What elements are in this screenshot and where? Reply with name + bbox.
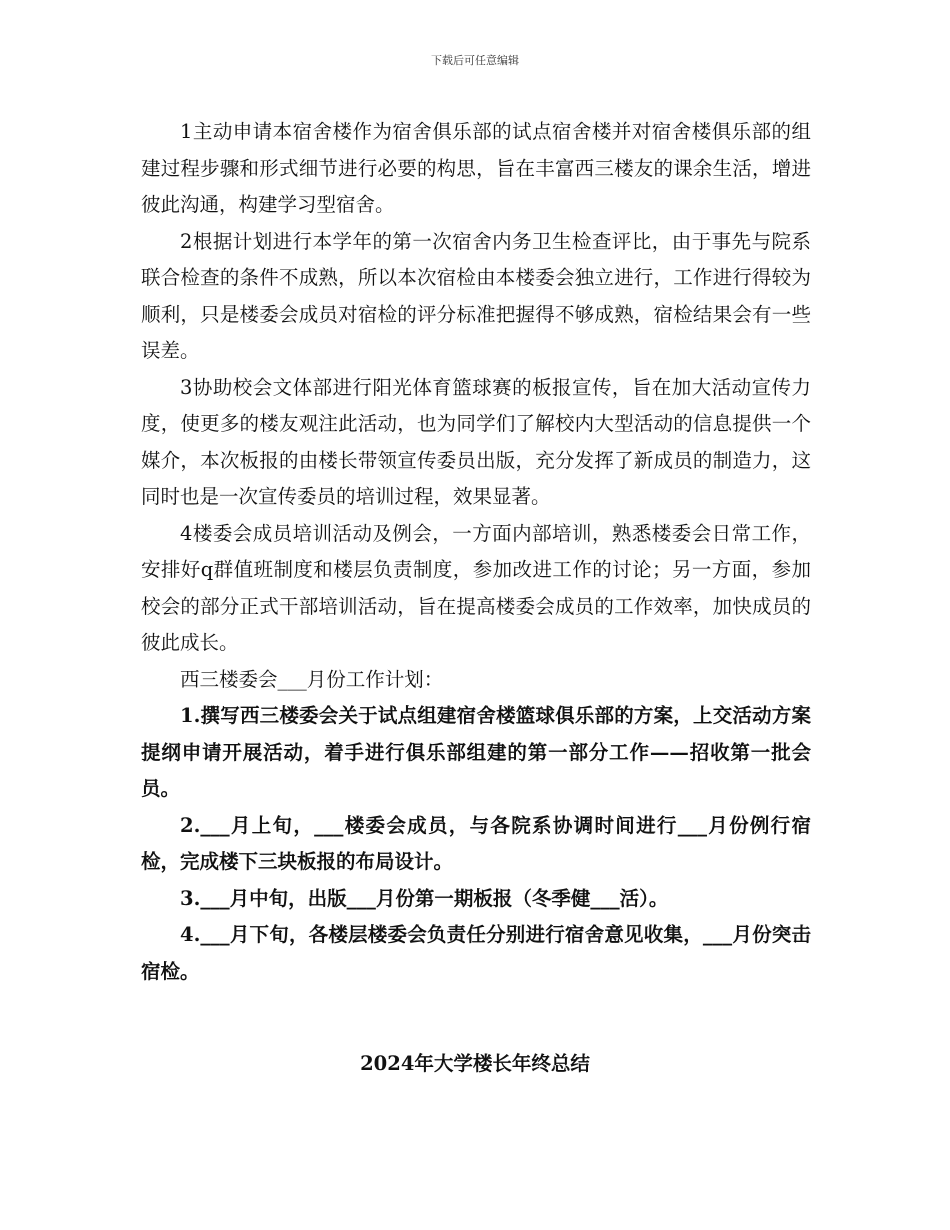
paragraph-3: 3协助校会文体部进行阳光体育篮球赛的板报宣传，旨在加大活动宣传力度，使更多的楼友观注此活动，也为同学们了解校内大型活动的信息提供一个媒介，本次板报的由楼长带领宣传委员出版，充分发挥了新成员的制造力，这同时也是一次宣传委员的培训过程，效果显著。 <box>141 375 811 508</box>
paragraph-4: 4楼委会成员培训活动及例会，一方面内部培训，熟悉楼委会日常工作，安排好q群值班制度和楼层负责制度，参加改进工作的讨论；另一方面，参加校会的部分正式干部培训活动，旨在提高楼委会成员的工作效率，加快成员的彼此成长。 <box>141 521 811 654</box>
plan-item-3: 3.___月中旬，出版___月份第一期板报（冬季健___活）。 <box>180 886 669 910</box>
monthly-plan-heading: 西三楼委会___月份工作计划： <box>180 667 444 691</box>
paragraph-2: 2根据计划进行本学年的第一次宿舍内务卫生检查评比，由于事先与院系联合检查的条件不成熟，所以本次宿检由本楼委会独立进行，工作进行得较为顺利，只是楼委会成员对宿检的评分标准把握得不够成熟，宿检结果会有一些误差。 <box>141 229 811 362</box>
plan-item-1: 1.撰写西三楼委会关于试点组建宿舍楼篮球俱乐部的方案，上交活动方案提纲申请开展活动，着手进行俱乐部组建的第一部分工作——招收第一批会员。 <box>141 704 811 800</box>
document-body <box>141 114 811 990</box>
paragraph-1: 1主动申请本宿舍楼作为宿舍俱乐部的试点宿舍楼并对宿舍楼俱乐部的组建过程步骤和形式细节进行必要的构思，旨在丰富西三楼友的课余生活，增进彼此沟通，构建学习型宿舍。 <box>141 120 811 216</box>
page-header-note: 下载后可任意编辑 <box>431 54 519 67</box>
plan-item-2: 2.___月上旬，___楼委会成员，与各院系协调时间进行___月份例行宿检，完成楼下三块板报的布局设计。 <box>141 813 811 873</box>
plan-item-4: 4.___月下旬，各楼层楼委会负责任分别进行宿舍意见收集，___月份突击宿检。 <box>141 923 811 983</box>
document-title: 2024年大学楼长年终总结 <box>360 1052 590 1075</box>
